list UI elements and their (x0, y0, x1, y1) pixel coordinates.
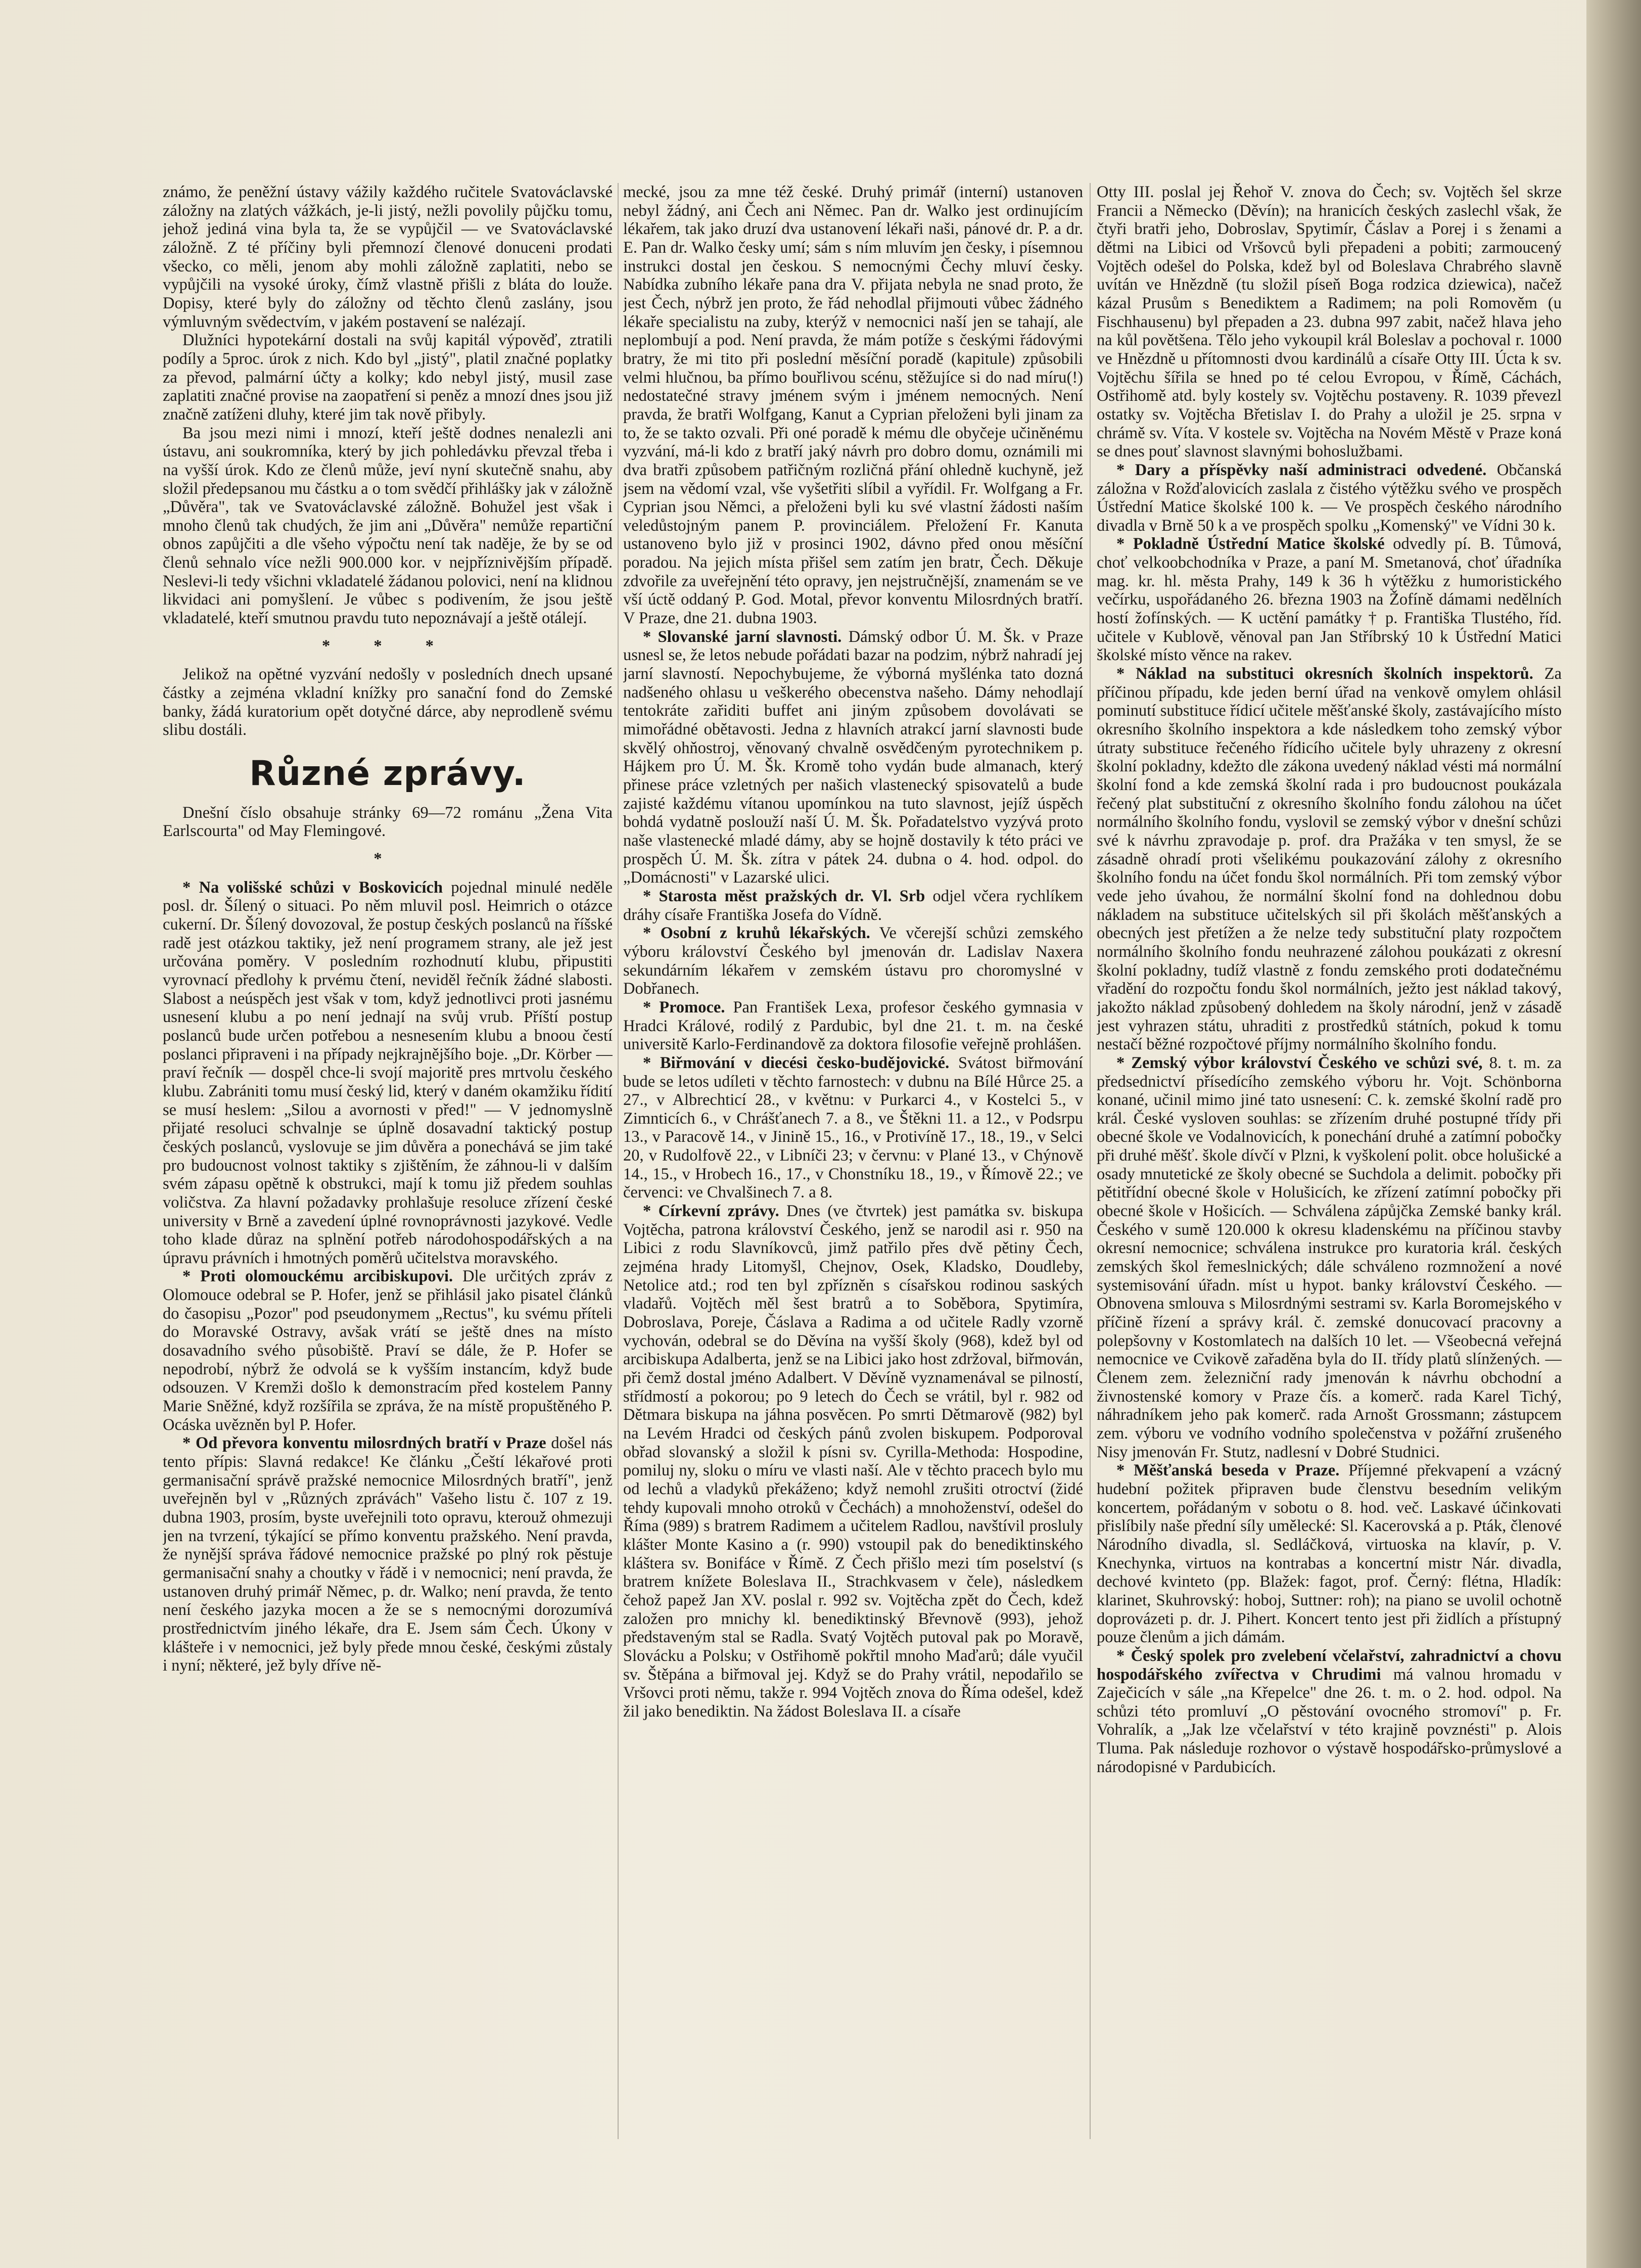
news-title: * Pokladně Ústřední Matice školské (1116, 535, 1385, 553)
news-title: * Český spolek pro zvelebení včelařství, zahradnictví a chovu hospodářského zvířectva v Chrudimi (1097, 1646, 1562, 1684)
news-title: * Zemský výbor království Českého ve schůzi své, (1116, 1053, 1483, 1072)
news-title: * Od převora konventu milosrdných bratří v Praze (182, 1434, 546, 1453)
news-title: * Osobní z kruhů lékařských. (643, 924, 870, 943)
column-1 (163, 183, 613, 2144)
section-separator: * * * (322, 636, 453, 655)
news-title: * Slovanské jarní slavnosti. (643, 627, 842, 646)
article-text: Dnešní číslo obsahuje stránky 69—72 románu „Žena Vita Earlscourta" od May Flemingové. (163, 803, 613, 841)
news-title: * Dary a příspěvky naší administraci odvedené. (1116, 460, 1487, 479)
news-text: Svátost biřmování bude se letos udíleti v těchto farnostech: v dubnu na Bílé Hůrce 25. a 27., v Albrechticí 28., v květnu: v Purkarci 4., v Kostelci 5., v Zimnticích 6., v Chrášťanech 7. a 8., ve Štěkni 11. a 12., v Podsrpu 13., v Paracově 14., v Jinině 15., 16., v Protivíně 17., 18., 19., v Selci 20, v Rudolfově 22., v Libníči 23; v červnu: v Plané 13., v Chýnově 14., 15., v Hrobech 16., 17., v Chonstníku 18., 19., v Římově 22.; ve červenci: ve Chvalšinech 7. a 8. (623, 1053, 1083, 1202)
news-text: Dle určitých zpráv z Olomouce odebral se P. Hofer, jenž se přihlásil jako pisatel článků do časopisu „Pozor" pod pseudonymem „Rectus", ku svému příteli do Moravské Ostravy, avšak vrátí se ještě dnes na místo dosavadního svého působiště. Praví se dále, že P. Hofer se nepodrobí, nýbrž že odvolá se k vyšším instancím, když bude odsouzen. V Kremži došlo k demonstracím před kostelem Panny Marie Sněžné, když rozšířila se zpráva, že na místě propuštěného P. Ocáska uvězněn byl P. Hofer. (163, 1267, 613, 1434)
news-text: Občanská záložna v Rožďalovicích zaslala z čistého výtěžku svého ve prospěch Ústřední Matice školské 100 k. — Ve prospěch českého národního divadla v Brně 50 k a ve prospěch spolku „Komenský" ve Vídni 30 k. (1097, 460, 1562, 535)
news-text: Dámský odbor Ú. M. Šk. v Praze usnesl se, že letos nebude pořádati bazar na podzim, nýbrž nahradí jej jarní slavností. Nepochybujeme, že výborná myšlénka tato dozná nadšeného ohlasu u veškerého obecenstva našeho. Dámy nehodlají tentokráte zařiditi buffet ani jiným způsobem dovolávati se mimořádné obětavosti. Jedna z hlavních atrakcí jarní slavnosti bude skvělý ohňostroj, věnovaný chvalně osvědčeným pyrotechnikem p. Hájkem pro Ú. M. Šk. Kromě toho vydán bude almanach, který přinese práce vzletných per našich vlastenecký spisovatelů a bude zajisté každému vítanou upomínkou na tuto slavnost, jejíž úspěch bohdá vydatně poslouží naší Ú. M. Šk. Pořadatelstvo vyzývá proto naše vlastenecké mladé dámy, aby se hojně dostavily k této práci ve prospěch Ú. M. Šk. zítra v pátek 24. dubna o 4. hod. odpol. do „Domácnosti" v Lazarské ulici. (623, 627, 1083, 887)
article-text: Otty III. poslal jej Řehoř V. znova do Čech; sv. Vojtěch šel skrze Francii a Německo (Děvín); na hranicích českých zaslechl však, že čtyři bratři jeho, Dobroslav, Spytimír, Čáslav a Porej i s ženami a dětmi na Libici od Vršovců byli přepadeni a pobiti; zarmoucený Vojtěch odešel do Polska, kdež byl od Boleslava Chrabrého slavně uvítán ve Hnězdně (tu složil píseň Boga rodzica dziewica), načež kázal Prusům s Benediktem a Radimem; na poli Romověm (u Fischhausenu) byl přepaden a 23. dubna 997 zabit, načež hlava jeho na kůl povětšena. Tělo jeho vykoupil král Boleslav a pochoval r. 1000 ve Hnězdně u přítomnosti dvou kardinálů a císaře Otty III. Úcta k sv. Vojtěchu šířila se hned po té celou Evropou, v Římě, Cáchách, Ostřihomě atd. byly kostely sv. Vojtěchu postaveny. R. 1039 převezl ostatky sv. Vojtěcha Břetislav I. do Prahy a uložil je 25. srpna v chrámě sv. Víta. V kostele sv. Vojtěcha na Novém Městě v Praze koná se dnes pouť slavnost slavnými bohoslužbami. (1097, 183, 1562, 461)
page-edge-shadow (1586, 0, 1641, 2268)
news-text: odjel včera rychlíkem dráhy císaře Františka Josefa do Vídně. (623, 887, 1083, 924)
news-title: * Starosta měst pražských dr. Vl. Srb (643, 887, 925, 905)
article-text: mecké, jsou za mne též české. Druhý primář (interní) ustanoven nebyl žádný, ani Čech ani Němec. Pan dr. Walko jest ordinujícím lékařem, tak jako druzí dva ustanovení lékaři naši, pánové dr. P. a dr. E. Pan dr. Walko česky umí; sám s ním mluvím jen česky, i písemnou instrukci dostal jen českou. S nemocnými Čechy mluví česky. Nabídka zubního lékaře pana dra V. přijata nebyla ne snad proto, že jest Čech, nýbrž jen proto, že řád nehodlal přijmouti vůbec žádného lékaře specialistu na zuby, kterýž v nemocnici naší jen se tahají, ale neplombují a pod. Není pravda, že mám potíže s českými řádovými bratry, že mi tito při poslední měsíční poradě (kapitule) způsobili velmi hlučnou, ba přímo bouřlivou scénu, stěžujíce si do nad míru(!) nedostatečné stravy jménem svým i jménem nemocných. Není pravda, že bratři Wolfgang, Kanut a Cyprian přeloženi byli jinam za to, že se takto ozvali. Při oné poradě k mému dle obyčeje učiněnému vyzvání, má-li kdo z bratří jaký návrh pro dobro domu, oznámili mi dva bratři způsobem patřičným rozličná přání ohledně kuchyně, jež jsem na vědomí vzal, vše vyšetřiti slíbil a vyřídil. Fr. Wolfgang a Fr. Cyprian jsou Němci, a přeloženi byli ku své vlastní žádosti naším veledůstojným panem P. provinciálem. Přeložení Fr. Kanuta ustanoveno bylo již v prosinci 1902, dávno před onou měsíční poradou. Na jejich místa přišel sem zatím jen bratr, Čech. Děkuje zdvořile za uveřejnění této opravy, jen nejstručnější, znamenám se ve vší úctě oddaný P. God. Motal, převor konventu Milosrdných bratří. V Praze, dne 21. dubna 1903. (623, 183, 1083, 628)
column-3 (1097, 183, 1562, 2200)
news-text: Za příčinou případu, kde jeden berní úřad na venkově omylem ohlásil pominutí substituce řídicí učitele měšťanské školy, zastávajícího místo okresního školního inspektora a kde následkem toho zemský výbor útraty substituce řečeného řídicího učitele byly uhrazeny z okresní školní pokladny, kdežto dle zákona uvedený náklad vésti má normální školní fond a kde zemská školní rada i pro budoucnost poukázala řečený plat substituční z okresního školního fondu zálohou na účet normálního školního fondu, vyslovil se zemský výbor v dnešní schůzi své k návrhu zpravodaje p. prof. dra Pražáka v ten smysl, že se zásadně ohradí proti všelikému poukazování zálohy z okresního školního fondu na účet fondu škol normálních. Při tom zemský výbor vede jeho úvahou, že normální školní fond na dohlednou dobu nákladem na substituce učitelských sil při školách měšťanských a obecných jest přetížen a že nelze tedy substituční platy rozpočtem normálního školního fondu neuhrazené zálohou poukázati z okresní školní pokladny, tudíž vlastně z fondu zemského proti dodatečnému vřadění do rozpočtu fondu škol normálních, ježto jest náklad takový, jakožto náklad způsobený dohledem na školy národní, jenž v zásadě jest vyhrazen státu, uhraditi z prostředků státních, pokud k tomu nestačí běžné rozpočtové příjmy normálního školního fondu. (1097, 665, 1562, 1054)
section-heading: Různé zprávy. (249, 754, 526, 794)
column-2 (623, 183, 1083, 2154)
news-text: Pan František Lexa, profesor českého gymnasia v Hradci Králové, rodilý z Pardubic, byl dne 21. t. m. na české universitě Karlo-Ferdinandově za doktora filosofie veřejně prohlášen. (623, 998, 1083, 1054)
news-title: * Církevní zprávy. (643, 1202, 779, 1221)
news-text: má valnou hromadu v Zaječicích v sále „na Křepelce" dne 26. t. m. o 2. hod. odpol. Na schůzi této promluví „O pěstování ovocného stromoví" p. Fr. Vohralík, a „Jak lze včelařství v této krajině povznésti" p. Alois Tluma. Pak následuje rozhovor o výstavě hospodářsko-průmyslové a národopisné v Pardubicích. (1097, 1665, 1562, 1776)
article-text: známo, že peněžní ústavy vážily každého ručitele Svatováclavské záložny na zlatých vážkách, je-li jistý, nežli povolily půjčku tomu, jehož jediná vina byla ta, že se vypůjčil — ve Svatováclavské záložně. Z té příčiny byli přemnozí členové donuceni prodati všecko, co měli, jenom aby mohli záložně zaplatiti, nebo se vypůjčili na vysoké úroky, čímž vlastně přišli z bláta do louže. Dopisy, které byly do záložny od těchto členů zaslány, jsou výmluvným svědectvím, v jakém postavení se nalézají. (163, 183, 613, 331)
news-text: Příjemné překvapení a vzácný hudební požitek připraven bude členstvu besedním velikým koncertem, pořádaným v sobotu o 8. hod. več. Laskavé účinkovati přislíbily naše přední síly umělecké: Sl. Kacerovská a p. Pták, členové Národního divadla, sl. Sedláčková, virtuoska na klavír, p. V. Knechynka, virtuos na kontrabas a koncertní mistr Nár. divadla, dechové kvinteto (pp. Blažek: fagot, prof. Černý: flétna, Hladík: klarinet, Skuhrovský: hoboj, Suttner: roh); na piano se uvolil ochotně doprovázeti p. dr. J. Pihert. Koncert tento jest při židlích a přístupný pouze členům a jich dámám. (1097, 1461, 1562, 1647)
column-rule (1090, 183, 1091, 2139)
article-text: Ba jsou mezi nimi i mnozí, kteří ještě dodnes nenalezli ani ústavu, ani soukromníka, který by jich pohledávku převzal třeba i na vyšší úrok. Kdo ze členů může, jeví nyní skutečně snahu, aby složil předepsanou mu částku a o tom svědčí přihlášky jak v záložně „Důvěra", tak ve Svatováclavské záložně. Bohužel jest však i mnoho členů tak chudých, že jim ani „Důvěra" nemůže repartiční obnos zapůjčiti a dle všeho výpočtu není tak naděje, že by se od členů sehnalo více nežli 900.000 kor. v nejpříznivějším případě. Neslevi-li tedy všichni vkladatelé žádanou polovici, není na klidnou likvidaci ani pomyšlení. Je vůbec s podivením, že jsou ještě vkladatelé, kteří smutnou pravdu tuto nepoznávají a ještě otálejí. (163, 424, 613, 628)
news-text: Dnes (ve čtvrtek) jest památka sv. biskupa Vojtěcha, patrona království Českého, jenž se narodil asi r. 950 na Libici z rodu Slavníkovců, jimž patřilo přes dvě pětiny Čech, zejména hrady Litomyšl, Chejnov, Osek, Kladsko, Doudleby, Netolice atd.; rod ten byl zpřízněn s císařskou rodinou saských vladařů. Vojtěch měl šest bratrů a to Soběbora, Spytimíra, Dobroslava, Poreje, Čáslava a Radima a od učitele Radly vzorně vychován, odebral se do Děvína na vyšší školy (968), kdež byl od arcibiskupa Adalberta, jenž se na Libici jako host zdržoval, biřmován, při čemž dostal jméno Adalbert. V Děvíně vyznamenával se pilností, střídmostí a pokorou; po 9 letech do Čech se vrátil, byl r. 982 od Dětmara biskupa na jáhna posvěcen. Po smrti Dětmarově (982) byl na Levém Hradci od českých pánů zvolen biskupem. Podporoval obřad slovanský a složil k písni sv. Cyrilla-Methoda: Hospodine, pomiluj ny, sloku o míru ve vlasti naší. Ale v těchto pracech bylo mu od lechů a vladyků překáženo; když nemohl zrušiti otroctví (židé tehdy kupovali mnoho otroků v Čechách) a mnohoženství, odešel do Říma (989) s bratrem Radimem a učitelem Radlou, navštívil prosluly klášter Monte Kasino a (r. 990) vstoupil pak do benediktinského kláštera sv. Bonifáce v Římě. Z Čech přišlo mezi tím poselství (s bratrem knížete Boleslava II., Strachkvasem v čele), následkem čehož papež Jan XV. poslal r. 992 sv. Vojtěcha zpět do Čech, kdež založen pro mnichy kl. benediktinský Břevnově (993), jehož představeným stal se Radla. Svatý Vojtěch putoval pak po Moravě, Slovácku a Polsku; v Ostřihomě pokřtil mnoho Maďarů; dále vyučil sv. Štěpána a biřmoval jej. Když se do Prahy vrátil, nepodařilo se Vršovci proti němu, takže r. 994 Vojtěch znova do Říma odešel, kdež žil jako benediktin. Na žádost Boleslava II. a císaře (623, 1202, 1083, 1721)
section-separator: * (373, 850, 402, 868)
column-rule (618, 183, 619, 2139)
news-text: pojednal minulé neděle posl. dr. Šílený o situaci. Po něm mluvil posl. Heimrich o otázce cukerní. Dr. Šílený dovozoval, že postup českých poslanců na říšské radě jest otázkou taktiky, jež není programem strany, ale jež jest určována poměry. V posledním rozhodnutí klubu, připustiti vyrovnací předlohy k prvému čtení, neviděl řečník žádné slabosti. Slabost a neúspěch jest však v tom, když jednotlivci proti jasnému usnesení klubu a po není jednají na svůj vrub. Příští postup poslanců bude určen potřebou a nesnesením klubu a bnoou čestí poslanci připraveni i na případy nejkrajnějšího boje. „Dr. Körber — praví řečník — dospěl chce-li svojí majoritě pres mrtvolu českého klubu. Zabrániti tomu musí český lid, který v daném okamžiku řídití se musí heslem: „Silou a avornosti v před!" — V jednomyslně přijaté resoluci schvalnje se úplně dosavadní taktický postup českých poslanců, vyslovuje se jim důvěra a ponechává se jim také pro budoucnost volnost taktiky s zjištěním, že záhnou-li v dalším svém zápasu opětně k obstrukci, mají k tomu již předem souhlas voličstva. Za hlavní požadavky prohlašuje resoluce zřízení české university v Brně a zavedení úplné rovnoprávnosti jazykové. Vedle toho klade důraz na splnění potřeb národohospodářských a na úpravu právních i hmotných poměrů učitelstva moravského. (163, 878, 613, 1267)
news-title: * Měšťanská beseda v Praze. (1116, 1461, 1340, 1480)
news-text: Ve včerejší schůzi zemského výboru království Českého byl jmenován dr. Ladislav Naxera sekundárním lékařem v zemském ústavu pro choromyslné v Dobřanech. (623, 924, 1083, 998)
news-text: došel nás tento přípis: Slavná redakce! Ke článku „Čeští lékařové proti germanisační správě pražské nemocnice Milosrdných bratří", jenž uveřejněn byl v „Různých zprávách" Vašeho listu č. 107 z 19. dubna 1903, prosím, byste uveřejnili toto opravu, kterouž ohmezuji jen na tvrzení, týkající se přímo konventu pražského. Není pravda, že nynější správa řádové nemocnice pražské po plný rok pěstuje germanisační snahy a choutky v řádě i v nemocnici; není pravda, že ustanoven druhý primář Němec, p. dr. Walko; není pravda, že tento není českého jazyka mocen a že se s nemocnými dorozumívá prostřednictvím jiného lékaře, dra E. Jsem sám Čech. Úkony v klášteře i v nemocnici, jež byly přede mnou české, českými zůstaly i nyní; některé, jež byly dříve ně- (163, 1434, 613, 1675)
article-text: Dlužníci hypotekární dostali na svůj kapitál výpověď, ztratili podíly a 5proc. úrok z nich. Kdo byl „jistý", platil značné poplatky za převod, palmární účty a kolky; kdo nebyl jistý, musil zase zaplatiti značné provise na zaopatření si peněz a mnozí dnes jsou již značně zatíženi dluhy, které jim tak nově přibyly. (163, 331, 613, 424)
news-title: * Na volišské schůzi v Boskovicích (182, 878, 443, 897)
news-title: * Biřmování v diecési česko-budějovické. (643, 1053, 950, 1072)
news-text: 8. t. m. za předsednictví přísedícího zemského výboru hr. Vojt. Schönborna konané, učinil mimo jiné tato usnesení: C. k. zemské školní radě pro král. České vysloven souhlas: se zřízením druhé postupné třídy při obecné škole ve Vodalnovicích, k ponechání druhé a zatímní pobočky při druhé měšť. škole dívčí v Plzni, k vyškolení polit. obce holušické a osady mnutetické ze školy obecné se Suchdola a delimit. pobočky při pětitřídní obecné škole v Holušicích, ke zřízení zatímní pobočky při obecné škole v Hošicích. — Schválena zápůjčka Zemské banky král. Českého v sumě 120.000 k okresu kladenskému na příčinou stavby okresní nemocnice; schválena instrukce pro kuratoria král. českých zemských škol řemeslnických; dále schváleno rozmnožení a nové systemisování úřadn. míst u hypot. banky království Českého. — Obnovena smlouva s Milosrdnými sestrami sv. Karla Boromejského v příčině řízení a správy král. č. zemské donucovací pracovny a polepšovny v Kostomlatech na dalších 10 let. — Všeobecná veřejná nemocnice ve Cvikově zařaděna byla do II. třídy platů slínžených. — Členem zem. železniční rady jmenován k návrhu obchodní a živnostenské komory v Praze čís. a komerč. rada Karel Tichý, náhradníkem jeho pak komerč. rada Arnošt Grossmann; zástupcem zem. výboru ve vodního vodního společenstva v požářní zrušeného Nisy jmenován Fr. Stutz, nadlesní v Dobré Studnici. (1097, 1053, 1562, 1461)
news-text: odvedly pí. B. Tůmová, choť velkoobchodníka v Praze, a paní M. Smetanová, choť úřadníka mag. kr. hl. města Prahy, 149 k 36 h výtěžku z humoristického večírku, uspořádaného 26. března 1903 na Žofíně dámami nedělních hostí žofínských. — K uctění památky † p. Františka Tlustého, říd. učitele v Kublově, věnoval pan Jan Stříbrský 10 k Ústřední Matici školské místo věnce na rakev. (1097, 535, 1562, 665)
news-title: * Promoce. (643, 998, 725, 1016)
article-text: Jelikož na opětné vyzvání nedošly v posledních dnech upsané částky a zejména vkladní knížky pro sanační fond do Zemské banky, žádá kuratorium opět dotyčné dárce, aby neprodleně svému slibu dostáli. (163, 665, 613, 739)
news-title: * Proti olomouckému arcibiskupovi. (182, 1267, 453, 1286)
news-title: * Náklad na substituci okresních školních inspektorů. (1116, 665, 1533, 683)
